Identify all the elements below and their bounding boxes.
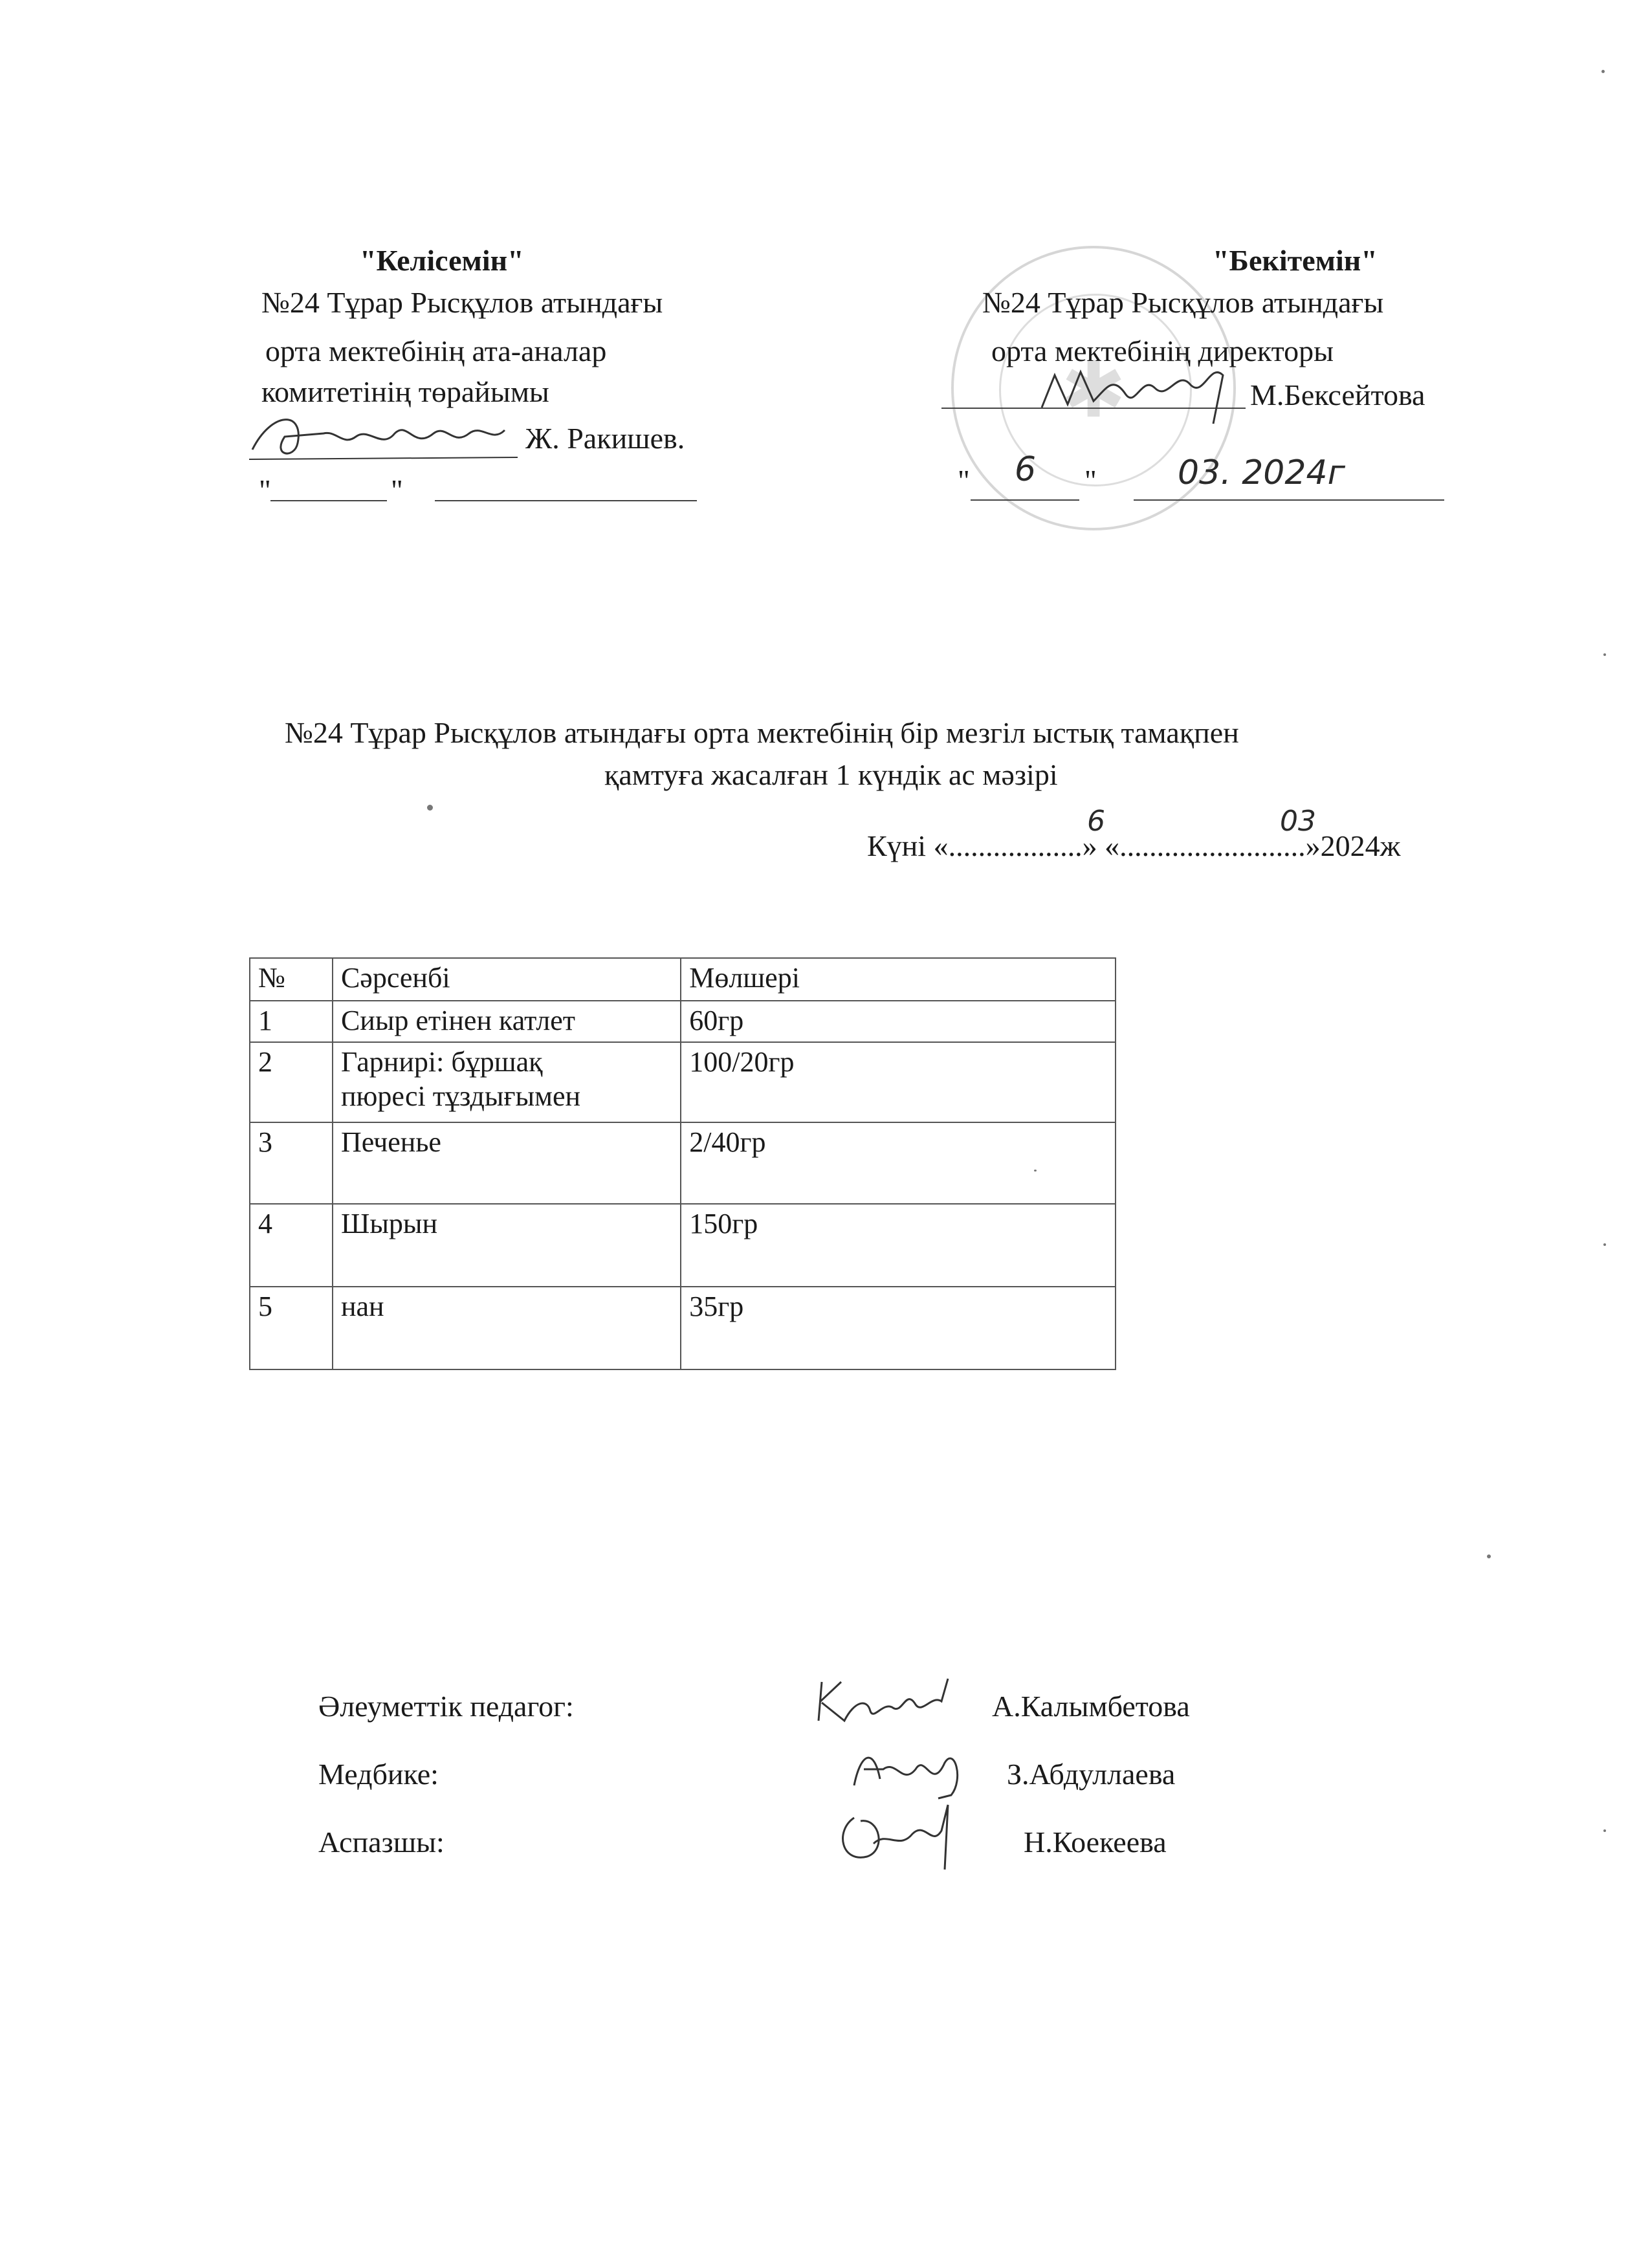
approved-date-quote-open: " xyxy=(958,464,970,497)
row-number: 3 xyxy=(250,1122,333,1204)
table-row xyxy=(250,1204,1116,1287)
row-number: 5 xyxy=(250,1287,333,1369)
agreed-date-month-line xyxy=(435,500,697,501)
table-row xyxy=(250,1001,1116,1042)
header-number: № xyxy=(250,958,333,1001)
signature-name-cook: Н.Коекеева xyxy=(1024,1826,1167,1859)
scan-speck xyxy=(427,805,433,811)
header-day: Сәрсенбі xyxy=(333,958,681,1001)
approved-date-day: 6 xyxy=(1015,450,1037,489)
approved-line-1: №24 Тұрар Рысқұлов атындағы xyxy=(982,286,1384,319)
signature-social-pedagogue xyxy=(809,1663,964,1734)
row-amount: 100/20гр xyxy=(681,1042,1116,1122)
scan-speck xyxy=(1603,1829,1606,1832)
signature-cook xyxy=(828,1792,984,1882)
agreed-date-day-line xyxy=(270,500,387,501)
signature-role-cook: Аспазшы: xyxy=(318,1826,445,1859)
agreed-date-quote-open: " xyxy=(259,474,271,507)
document-title-line-1: №24 Тұрар Рысқұлов атындағы орта мектебінің бір мезгіл ыстық тамақпен xyxy=(285,716,1239,749)
agreed-line-1: №24 Тұрар Рысқұлов атындағы xyxy=(261,286,663,319)
agreed-signer: Ж. Ракишев. xyxy=(525,422,685,455)
approved-date-month-year: 03. 2024г xyxy=(1178,453,1345,492)
official-stamp: ✱ xyxy=(951,246,1236,530)
document-title-line-2: қамтуға жасалған 1 күндік ас мәзірі xyxy=(604,758,1058,791)
row-number: 4 xyxy=(250,1204,333,1287)
table-row xyxy=(250,1122,1116,1204)
agreed-heading: "Келісемін" xyxy=(360,244,524,277)
row-number: 2 xyxy=(250,1042,333,1122)
date-day-handwritten: 6 xyxy=(1087,805,1105,838)
approved-date-day-line xyxy=(971,499,1079,501)
scan-speck xyxy=(1487,1554,1491,1558)
approved-date-month-line xyxy=(1134,499,1444,501)
signature-role-social-pedagogue: Әлеуметтік педагог: xyxy=(318,1690,574,1723)
header-amount: Мөлшері xyxy=(681,958,1116,1001)
row-amount: 2/40гр xyxy=(681,1122,1116,1204)
signature-name-nurse: З.Абдуллаева xyxy=(1007,1758,1176,1791)
menu-table xyxy=(249,957,1116,1370)
approved-signature xyxy=(1029,349,1249,427)
row-dish-line: Гарнирі: бұршақ xyxy=(340,1046,543,1078)
scan-speck xyxy=(1601,70,1605,73)
row-number: 1 xyxy=(250,1001,333,1042)
table-header-row xyxy=(250,958,1116,1001)
table-row xyxy=(250,1287,1116,1369)
scan-speck xyxy=(1603,653,1606,656)
row-amount: 35гр xyxy=(681,1287,1116,1369)
row-amount: 150гр xyxy=(681,1204,1116,1287)
approved-heading: "Бекітемін" xyxy=(1213,244,1378,277)
date-month-handwritten: 03 xyxy=(1280,805,1316,838)
scan-speck xyxy=(1603,1243,1606,1246)
approved-date-quote-close: " xyxy=(1084,464,1097,497)
agreed-line-3: комитетінің төрайымы xyxy=(261,375,549,408)
approved-line-2: орта мектебінің директоры xyxy=(991,334,1334,367)
date-line: Күні «..................» «.........................»2024ж xyxy=(867,829,1401,862)
row-dish: Сиыр етінен катлет xyxy=(333,1001,681,1042)
row-dish: Шырын xyxy=(333,1204,681,1287)
agreed-date-quote-close: " xyxy=(391,474,403,507)
row-dish-line: пюресі тұздығымен xyxy=(340,1080,581,1112)
row-dish xyxy=(333,1042,681,1122)
table-row xyxy=(250,1042,1116,1122)
row-dish: нан xyxy=(333,1287,681,1369)
signature-name-social-pedagogue: А.Калымбетова xyxy=(992,1690,1190,1723)
row-amount: 60гр xyxy=(681,1001,1116,1042)
signature-role-nurse: Медбике: xyxy=(318,1758,439,1791)
agreed-line-2: орта мектебінің ата-аналар xyxy=(265,334,607,367)
scan-speck xyxy=(1034,1170,1037,1172)
approved-signer: М.Бексейтова xyxy=(1250,378,1425,411)
row-dish: Печенье xyxy=(333,1122,681,1204)
agreed-signature xyxy=(246,398,531,469)
